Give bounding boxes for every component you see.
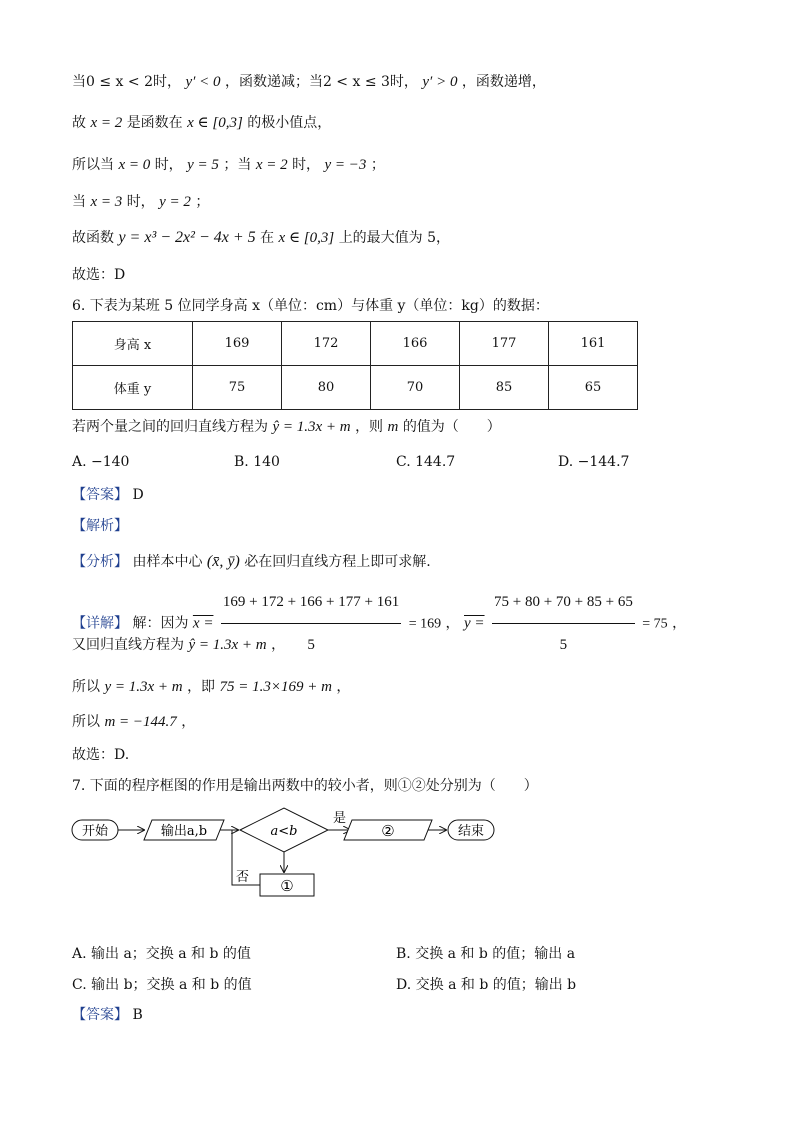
analysis-label: 【解析】 <box>72 518 128 534</box>
data-table <box>72 321 638 410</box>
text: ；当 <box>223 157 252 173</box>
fraction <box>492 582 635 665</box>
output-node <box>344 820 432 840</box>
choice-line: 故选：D <box>72 267 126 283</box>
math-expr: x ∈ [0,3] <box>278 230 335 246</box>
end-label: 结束 <box>457 824 485 839</box>
box1-label: ① <box>280 877 294 895</box>
option-c: C. 144.7 <box>396 454 456 470</box>
math-expr: y = 2 <box>159 194 191 210</box>
fenxi-line <box>72 552 431 572</box>
yes-label: 是 <box>333 811 347 826</box>
math-expr: = 169 <box>408 616 442 632</box>
text: 故函数 <box>72 230 114 246</box>
text: ， <box>445 615 460 632</box>
table-cell: 70 <box>371 366 460 410</box>
input-node <box>144 820 224 840</box>
numerator: 75 + 80 + 70 + 85 + 65 <box>492 582 635 624</box>
math-expr: x = 2 <box>255 157 288 173</box>
solution-line-1 <box>72 72 546 92</box>
table-cell: 172 <box>282 322 371 366</box>
table-cell: 177 <box>460 322 549 366</box>
text: 当0 ≤ x < 2时， <box>72 74 181 90</box>
solution-line-3 <box>72 155 385 175</box>
text: ， <box>181 714 196 730</box>
text: 的极小值点， <box>247 115 332 131</box>
option-b: B. 140 <box>234 454 280 470</box>
text: 若两个量之间的回归直线方程为 <box>72 419 268 435</box>
math-expr: x = 0 <box>118 157 151 173</box>
table-cell: 65 <box>549 366 638 410</box>
q7-stem: 7. 下面的程序框图的作用是输出两数中的较小者，则①②处分别为（ ） <box>72 778 538 794</box>
you-line <box>72 635 285 655</box>
text: 时， <box>126 194 155 210</box>
option-a: A. 输出 a；交换 a 和 b 的值 <box>72 946 251 962</box>
math-expr: m <box>387 419 399 435</box>
process-node <box>260 874 314 896</box>
math-expr: x ∈ [0,3] <box>187 115 243 131</box>
numerator: 169 + 172 + 166 + 177 + 161 <box>221 582 401 624</box>
text: ，则 <box>355 419 384 435</box>
option-a: A. −140 <box>72 454 130 470</box>
text: ， <box>672 615 687 632</box>
table-cell: 80 <box>282 366 371 410</box>
answer-value: D <box>132 487 144 503</box>
answer-label: 【答案】 <box>72 487 128 503</box>
table-cell: 75 <box>193 366 282 410</box>
start-label: 开始 <box>81 824 109 839</box>
text: 必在回归直线方程上即可求解. <box>244 554 431 570</box>
option-d: D. −144.7 <box>558 454 630 470</box>
text: 时， <box>292 157 321 173</box>
math-expr: y = 5 <box>187 157 219 173</box>
math-expr: y′ < 0 <box>185 74 221 90</box>
text: 时， <box>154 157 183 173</box>
answer-line <box>72 1005 143 1025</box>
text: 解：因为 <box>132 615 189 632</box>
answer-label: 【答案】 <box>72 1007 128 1023</box>
table-cell: 身高 x <box>73 322 193 366</box>
math-expr: y = 1.3x + m <box>104 679 183 695</box>
table-row <box>73 322 638 366</box>
text: 当 <box>72 194 86 210</box>
option-c: C. 输出 b；交换 a 和 b 的值 <box>72 977 252 993</box>
text: 由样本中心 <box>132 554 203 570</box>
q6-stem: 6. 下表为某班 5 位同学身高 x（单位：cm）与体重 y（单位：kg）的数据： <box>72 298 549 314</box>
text: ，即 <box>187 679 216 695</box>
text: 所以当 <box>72 157 114 173</box>
option-b: B. 交换 a 和 b 的值；输出 a <box>396 946 576 962</box>
suoyi-line-2 <box>72 712 195 732</box>
text: 又回归直线方程为 <box>72 637 184 653</box>
math-expr: y = −3 <box>324 157 367 173</box>
table-cell: 169 <box>193 322 282 366</box>
text: ，函数递增， <box>461 74 546 90</box>
math-expr: y = <box>464 615 485 632</box>
text: ，函数递减；当2 < x ≤ 3时， <box>224 74 418 90</box>
math-expr: ŷ = 1.3x + m <box>188 637 267 653</box>
flowchart <box>0 800 794 910</box>
choice-line-2: 故选：D. <box>72 747 130 763</box>
text: 的值为（ ） <box>402 419 501 435</box>
table-row <box>73 366 638 410</box>
end-node <box>448 820 494 840</box>
solution-line-4 <box>72 192 209 212</box>
math-expr: y = x³ − 2x² − 4x + 5 <box>118 229 256 246</box>
text: 是函数在 <box>126 115 183 131</box>
table-cell: 体重 y <box>73 366 193 410</box>
input-label: 输出a,b <box>160 824 208 839</box>
option-d: D. 交换 a 和 b 的值；输出 b <box>396 977 577 993</box>
text: 所以 <box>72 679 100 695</box>
q6-question <box>72 417 501 437</box>
math-expr: 75 = 1.3×169 + m <box>219 679 332 695</box>
table-cell: 85 <box>460 366 549 410</box>
math-expr: = 75 <box>642 616 668 632</box>
solution-line-5 <box>72 228 450 248</box>
table-cell: 161 <box>549 322 638 366</box>
text: ， <box>336 679 351 695</box>
math-expr: x = 3 <box>90 194 123 210</box>
denominator: 5 <box>307 637 315 653</box>
text: ， <box>271 637 286 653</box>
decision-node <box>240 808 328 852</box>
box2-label: ② <box>381 822 395 840</box>
text: 故 <box>72 115 86 131</box>
text: ； <box>370 157 385 173</box>
start-node <box>72 820 118 840</box>
solution-line-2 <box>72 113 331 133</box>
answer-line <box>72 485 144 505</box>
table-cell: 166 <box>371 322 460 366</box>
math-expr: x = 2 <box>90 115 123 131</box>
text: 所以 <box>72 714 100 730</box>
no-label: 否 <box>236 870 250 885</box>
xiangjie-label: 【详解】 <box>72 615 128 632</box>
suoyi-line-1 <box>72 677 350 697</box>
math-expr: x = <box>192 615 214 632</box>
math-expr: (x̄, ȳ) <box>206 553 240 570</box>
answer-value: B <box>132 1007 143 1023</box>
denominator: 5 <box>559 637 568 653</box>
text: 上的最大值为 5， <box>338 230 451 246</box>
fenxi-label: 【分析】 <box>72 554 128 570</box>
text: ； <box>195 194 210 210</box>
text: 在 <box>260 230 275 246</box>
decision-label: a<b <box>270 824 298 839</box>
math-expr: y′ > 0 <box>422 74 458 90</box>
math-expr: m = −144.7 <box>104 714 177 730</box>
math-expr: ŷ = 1.3x + m <box>272 419 351 435</box>
